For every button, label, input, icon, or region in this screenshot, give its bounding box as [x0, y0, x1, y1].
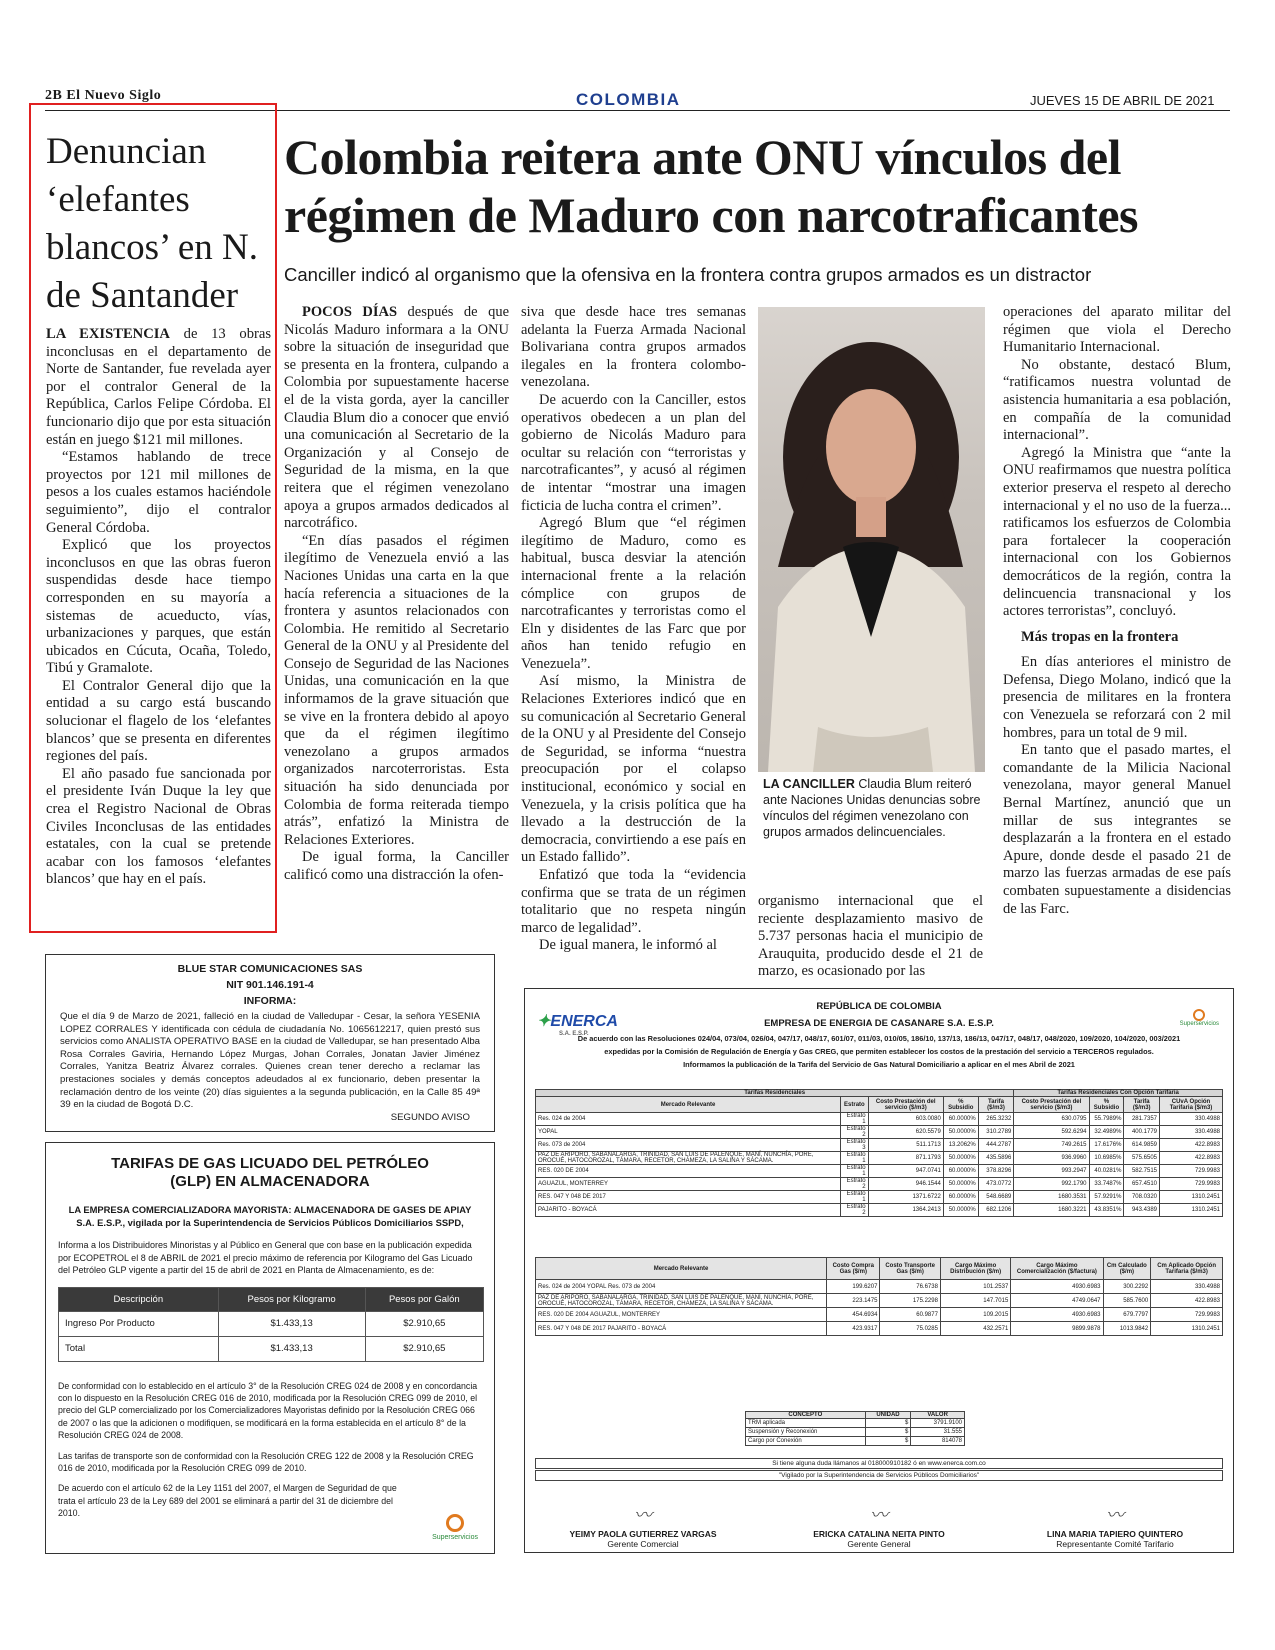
table-cell: 435.5896 — [978, 1152, 1014, 1165]
enerca-vigilado: "Vigilado por la Superintendencia de Servicios Públicos Domiciliarios" — [535, 1470, 1223, 1481]
table-cell: 50.0000% — [943, 1126, 978, 1139]
article-lead: POCOS DÍAS — [302, 304, 398, 320]
sidebar-paragraph-4: El Contralor General dijo que la entidad a su cargo está buscando solucionar el flagelo de los ‘elefantes blancos’ que se presenta en diferentes regiones del país. — [46, 677, 271, 765]
table-cell: 1013.9842 — [1103, 1322, 1151, 1336]
table-cell: AGUAZUL, MONTERREY — [536, 1178, 841, 1191]
enerca-contact: Si tiene alguna duda llámanos al 018000910182 ó en www.enerca.com.co — [535, 1458, 1223, 1469]
article-paragraph: Agregó Blum que “el régimen ilegítimo de Maduro, como es habitual, busca desviar la atención internacional frente a la relación cómplice con grupos de narcotraficantes y terroristas como el Eln y disidentes de las Farc que por años han tenido refugio en Venezuela”. — [521, 515, 746, 672]
table-cell: 454.6934 — [827, 1308, 880, 1322]
article-paragraph: En días anteriores el ministro de Defensa, Diego Molano, indicó que la presencia de militares en la frontera con Venezuela se reforzará con 2 mil hombres, para un total de 9 mil. — [1003, 654, 1231, 741]
residential-tariff-table — [535, 1089, 1223, 1217]
main-subheadline: Canciller indicó al organismo que la ofensiva en la frontera contra grupos armados es un distractor — [284, 264, 1092, 285]
sidebar-paragraph-1: LA EXISTENCIA de 13 obras inconclusas en el departamento de Norte de Santander, fue revelada ayer por el contralor General de la República, Carlos Felipe Córdoba. El funcionario dijo que por esta situación están en juego $121 mil millones. — [46, 326, 272, 448]
table-cell: Suspensión y Reconexión — [746, 1428, 866, 1437]
table-cell: $ — [865, 1428, 911, 1437]
table-cell: 936.9960 — [1014, 1152, 1089, 1165]
table-cell: 708.0320 — [1124, 1191, 1160, 1204]
table-cell: 57.9291% — [1089, 1191, 1124, 1204]
table-cell: 31.555 — [911, 1428, 965, 1437]
table-row — [536, 1126, 1223, 1139]
table-cell: 548.6689 — [978, 1191, 1014, 1204]
table-header-cell: CONCEPTO — [746, 1412, 866, 1419]
glp-table-header: Descripción Pesos por Kilogramo Pesos por Galón — [59, 1287, 484, 1311]
table-cell: 1680.3221 — [1014, 1204, 1089, 1217]
table-cell: 630.0795 — [1014, 1113, 1089, 1126]
table-cell: Estrato 3 — [841, 1139, 868, 1152]
table-cell: 330.4988 — [1151, 1280, 1223, 1294]
glp-intro: Informa a los Distribuidores Minoristas y al Público en General que con base en la publicación expedida por ECOPETROL el 8 de ABRIL de 2021 el precio máximo de referencia por Kilogramo del Gas Licuado del Petróleo GLP vigente a partir del 15 de abril de 2021 en Planta de Almacenamiento, es de: — [58, 1240, 473, 1275]
article-paragraph: No obstante, destacó Blum, “ratificamos nuestra voluntad de asistencia humanitaria a esa población, en compañía de la comunidad internacional”. — [1003, 356, 1231, 444]
table-row — [536, 1191, 1223, 1204]
cost-breakdown-table — [535, 1257, 1223, 1336]
glp-tariff-notice — [45, 1142, 495, 1554]
table-cell: 330.4988 — [1160, 1113, 1223, 1126]
table-group-header: Tarifas Residenciales Tarifas Residenciales Con Opción Tarifaria — [536, 1090, 1223, 1097]
table-cell: 1371.6722 — [868, 1191, 943, 1204]
table-cell: $ — [865, 1419, 911, 1428]
table-cell: 679.7797 — [1103, 1308, 1151, 1322]
glp-title: TARIFAS DE GAS LICUADO DEL PETRÓLEO (GLP) EN ALMACENADORA — [111, 1155, 429, 1190]
table-header-cell: % Subsidio — [1089, 1097, 1124, 1113]
article-paragraph: “En días pasados el régimen ilegítimo de Venezuela envió a las Naciones Unidas una carta en la que hacía referencia a situaciones de la frontera y asuntos relacionados con Colombia. He remitido al Secretario General de la ONU y al Presidente del Consejo de Seguridad de las Naciones Unidas, una comunicación en la que informamos de la grave situación que se vive en la frontera debido al apoyo que da el régimen ilegítimo venezolano a grupos armados organizados narcoterroristas. Esta situación ha sido denunciada por Colombia de forma reiterada tiempo atrás”, enfatizó la Ministra de Relaciones Exteriores. — [284, 532, 509, 848]
table-cell: 40.0281% — [1089, 1165, 1124, 1178]
table-cell: 444.2787 — [978, 1139, 1014, 1152]
table-cell: Cargo por Conexión — [746, 1437, 866, 1446]
table-cell: 4749.0647 — [1011, 1294, 1103, 1308]
table-cell: Res. 073 de 2004 — [536, 1139, 841, 1152]
table-cell: 55.7989% — [1089, 1113, 1124, 1126]
portrait-illustration — [758, 307, 985, 772]
table-row — [536, 1308, 1223, 1322]
table-header-cell: Tarifa ($/m3) — [1124, 1097, 1160, 1113]
table-cell: RES. 047 Y 048 DE 2017 PAJARITO - BOYACÁ — [536, 1322, 827, 1336]
table-cell: Estrato 2 — [841, 1126, 868, 1139]
table-cell: Res. 024 de 2004 — [536, 1113, 841, 1126]
table-cell: 109.2015 — [940, 1308, 1010, 1322]
table-cell: TRM aplicada — [746, 1419, 866, 1428]
table-cell: 147.7015 — [940, 1294, 1010, 1308]
table-cell: 473.0772 — [978, 1178, 1014, 1191]
article-column-2 — [521, 304, 746, 955]
table-header-cell: Costo Prestación del servicio ($/m3) — [1014, 1097, 1089, 1113]
canciller-photo — [758, 307, 985, 772]
table-cell: 657.4510 — [1124, 1178, 1160, 1191]
table-row: Ingreso Por Producto $1.433,13 $2.910,65 — [59, 1311, 484, 1336]
sidebar-paragraph-2: “Estamos hablando de trece proyectos por 121 mil millones de pesos a los cuales estamos haciéndole seguimiento”, dijo el contralor General Córdoba. — [46, 449, 271, 536]
superservicios-logo: Superservicios — [1180, 1009, 1219, 1027]
article-paragraph: De igual manera, le informó al — [539, 937, 717, 954]
table-cell: 422.8983 — [1160, 1139, 1223, 1152]
table-row: Total $1.433,13 $2.910,65 — [59, 1336, 484, 1361]
charges-table — [745, 1411, 965, 1446]
table-cell: 422.8983 — [1160, 1152, 1223, 1165]
section-name: COLOMBIA — [576, 90, 681, 109]
table-cell: Estrato 1 — [841, 1152, 868, 1165]
table-header-cell: Mercado Relevante — [536, 1258, 827, 1280]
enerca-informs: Informamos la publicación de la Tarifa del Servicio de Gas Natural Domiciliario a aplicar en el mes Abril de 2021 — [683, 1060, 1075, 1069]
table-cell: RES. 020 DE 2004 — [536, 1165, 841, 1178]
table-row — [536, 1322, 1223, 1336]
signature-scribble: 〰 — [870, 1505, 888, 1525]
table-cell: 729.9983 — [1160, 1165, 1223, 1178]
superservicios-icon — [446, 1514, 464, 1532]
superservicios-icon — [1193, 1009, 1205, 1021]
table-cell: 947.0741 — [868, 1165, 943, 1178]
table-row — [536, 1204, 1223, 1217]
table-cell: 3791.9100 — [911, 1419, 965, 1428]
table-row — [536, 1152, 1223, 1165]
table-cell: 603.0080 — [868, 1113, 943, 1126]
table-cell: 33.7487% — [1089, 1178, 1124, 1191]
table-cell: 50.0000% — [943, 1204, 978, 1217]
table-cell: Estrato 2 — [841, 1178, 868, 1191]
table-header-cell: Cargo Máximo Comercialización ($/factura) — [1011, 1258, 1103, 1280]
signature-scribble: 〰 — [1106, 1505, 1124, 1525]
legal-notice-blue-star — [45, 954, 495, 1132]
table-cell: 60.0000% — [943, 1113, 978, 1126]
article-paragraph: POCOS DÍAS después de que Nicolás Maduro informara a la ONU sobre la situación de inseguridad que se presenta en la frontera, culpando a Colombia por supuestamente hacerse el de la vista gorda, ayer la canciller Claudia Blum dio a conocer que envió una comunicación al Secretario de la Organización y al Consejo de Seguridad de la misma, en la que reitera que el régimen venezolano apoya a grupos armados dedicados al narcotráfico. — [284, 304, 510, 532]
table-cell: 729.9983 — [1160, 1178, 1223, 1191]
article-paragraph: De acuerdo con la Canciller, estos operativos obedecen a un plan del gobierno de Nicolás Maduro para ocultar su relación con “terroristas y narcotraficantes”, y acusó al régimen de intentar “mostrar una imagen ficticia de lucha contra el crimen”. — [521, 391, 746, 514]
table-cell: 422.8983 — [1151, 1294, 1223, 1308]
table-header-cell: % Subsidio — [943, 1097, 978, 1113]
table-cell: 76.6738 — [880, 1280, 941, 1294]
table-header — [746, 1412, 965, 1419]
notice-heading: INFORMA: — [243, 995, 297, 1007]
table-header-cell: VALOR — [911, 1412, 965, 1419]
table-header-cell: Costo Prestación del servicio ($/m3) — [868, 1097, 943, 1113]
article-paragraph: Así mismo, la Ministra de Relaciones Exteriores indicó que en su comunicación al Secretario General de la ONU y al Presidente del Consejo de Seguridad, se informa “nuestra preocupación por el colapso institucional, económico y social en Venezuela, y la crisis política que ha llevado a la destrucción de la democracia, convirtiendo a ese país en un Estado fallido”. — [521, 673, 746, 866]
glp-company: LA EMPRESA COMERCIALIZADORA MAYORISTA: ALMACENADORA DE GASES DE APIAY S.A. E.S.P., vigilada por la Superintendencia de Servicios Públicos Domiciliarios SSPD, — [68, 1204, 472, 1228]
article-paragraph: Agregó la Ministra que “ante la ONU reafirmamos que nuestra política exterior preserva el respeto al derecho internacional y el no uso de la fuerza... ratificamos los esfuerzos de Colombia para fortalecer la cooperación internacional con los Gobiernos democráticos de la región, contra la delincuencia transnacional y los actores terroristas”, concluyó. — [1003, 444, 1231, 620]
table-row — [746, 1428, 965, 1437]
table-cell: 310.2789 — [978, 1126, 1014, 1139]
table-cell: 946.1544 — [868, 1178, 943, 1191]
table-cell: 13.2062% — [943, 1139, 978, 1152]
table-cell: 265.3232 — [978, 1113, 1014, 1126]
article-paragraph: Enfatizó que toda la “evidencia confirma que se trata de un régimen totalitario que no respeta ningún marco de legalidad”. — [521, 867, 746, 936]
table-cell: 17.6176% — [1089, 1139, 1124, 1152]
table-row — [536, 1165, 1223, 1178]
table-cell: 199.6207 — [827, 1280, 880, 1294]
caption-lead: LA CANCILLER — [763, 777, 855, 791]
table-cell: 4930.6983 — [1011, 1280, 1103, 1294]
table-row — [536, 1280, 1223, 1294]
table-cell: 10.6985% — [1089, 1152, 1124, 1165]
table-cell: 871.1793 — [868, 1152, 943, 1165]
enerca-logo: ✦ENERCA S.A. E.S.P. — [537, 1013, 618, 1037]
table-cell: Res. 024 de 2004 YOPAL Res. 073 de 2004 — [536, 1280, 827, 1294]
enerca-resolutions-2: expedidas por la Comisión de Regulación de Energía y Gas CREG, que permiten establecer los costos de la prestación del servicio a TERCEROS regulados. — [604, 1047, 1154, 1056]
table-cell: 175.2298 — [880, 1294, 941, 1308]
article-paragraph: siva que desde hace tres semanas adelanta la Fuerza Armada Nacional Bolivariana contra grupos armados ilegales en la frontera colombo-venezolana. — [521, 304, 746, 391]
notice-body: Que el día 9 de Marzo de 2021, falleció en la ciudad de Valledupar - Cesar, la señora YESENIA LOPEZ CORRALES Y identificada con cédula de ciudadanía No. 1065612217, quien prestó sus servicios como ANALISTA OPERATIVO BASE en la ciudad de Valledupar, se han presentado Alba Rosa Corrales Gaviria, Hernando López Murgas, Johan Corrales, Jonatan Javier Jiménez Corrales, Yanitza Beatriz Álvarez corrales. Quienes crean tener derecho a reclamar las prestaciones sociales y demás conceptos adeudados al ex funcionario, deben presentar la reclamación dentro de los veinte (20) días siguientes a la segunda publicación, en la Calle 85 49ª 39 en la ciudad de Bogotá D.C. — [60, 1011, 480, 1111]
table-cell: 1364.2413 — [868, 1204, 943, 1217]
table-cell: RES. 047 Y 048 DE 2017 — [536, 1191, 841, 1204]
signature-block: 〰 YEIMY PAOLA GUTIERREZ VARGAS Gerente Comercial — [543, 1501, 743, 1549]
table-cell: 300.2292 — [1103, 1280, 1151, 1294]
table-cell: 60.9877 — [880, 1308, 941, 1322]
table-cell: 4930.6983 — [1011, 1308, 1103, 1322]
table-cell: Estrato 1 — [841, 1113, 868, 1126]
table-cell: 281.7357 — [1124, 1113, 1160, 1126]
notice-nit: NIT 901.146.191-4 — [226, 979, 314, 991]
enerca-country: REPÚBLICA DE COLOMBIA — [816, 1001, 942, 1012]
table-header — [536, 1097, 1223, 1113]
table-row — [536, 1294, 1223, 1308]
table-row — [536, 1178, 1223, 1191]
table-header-cell: UNIDAD — [865, 1412, 911, 1419]
table-cell: 749.2615 — [1014, 1139, 1089, 1152]
table-cell: 432.2571 — [940, 1322, 1010, 1336]
page-number-paper-name: 2B El Nuevo Siglo — [45, 88, 162, 103]
caption-text: reiteró ante Naciones Unidas denuncias sobre vínculos del régimen venezolano con grupos armados delincuenciales. — [763, 777, 981, 839]
table-cell: YOPAL — [536, 1126, 841, 1139]
article-column-3 — [758, 893, 983, 981]
main-headline: Colombia reitera ante ONU vínculos del régimen de Maduro con narcotraficantes — [284, 129, 1138, 243]
sidebar-body — [46, 326, 271, 889]
table-cell: 50.0000% — [943, 1178, 978, 1191]
glp-note-3: De acuerdo con el artículo 62 de la Ley 1151 del 2007, el Margen de Seguridad de que trata el artículo 23 de la Ley 689 del 2001 se eliminará a partir del 31 de diciembre del 2010. — [58, 1483, 397, 1519]
article-paragraph: En tanto que el pasado martes, el comandante de la Milicia Nacional venezolana, mayor general Manuel Bernal Martínez, anunció que un millar de sus integrantes se desplazarán a la frontera en el estado Apure, donde desde el pasado 21 de marzo las fuerzas armadas de ese país combaten supuestamente a disidencias de las Farc. — [1003, 742, 1231, 917]
table-row — [536, 1113, 1223, 1126]
table-header-cell: Cm Calculado ($/m) — [1103, 1258, 1151, 1280]
table-header — [536, 1258, 1223, 1280]
table-cell: 943.4389 — [1124, 1204, 1160, 1217]
table-cell: 223.1475 — [827, 1294, 880, 1308]
table-cell: 575.6505 — [1124, 1152, 1160, 1165]
table-cell: 614.9859 — [1124, 1139, 1160, 1152]
notice-company: BLUE STAR COMUNICACIONES SAS — [177, 963, 363, 975]
table-cell: 511.1713 — [868, 1139, 943, 1152]
table-cell: 585.7600 — [1103, 1294, 1151, 1308]
table-cell: 582.7515 — [1124, 1165, 1160, 1178]
table-header-cell: Tarifa ($/m3) — [978, 1097, 1014, 1113]
table-cell: 814078 — [911, 1437, 965, 1446]
enerca-company: EMPRESA DE ENERGIA DE CASANARE S.A. E.S.P. — [764, 1018, 994, 1029]
enerca-resolutions: De acuerdo con las Resoluciones 024/04, 073/04, 026/04, 047/17, 048/17, 601/07, 011/03, 010/05, 186/10, 137/13, 186/13, 047/17, 048/17, 048/2020, 109/2020, 104/2020, 003/2021 — [577, 1034, 1181, 1043]
signature-block: 〰 ERICKA CATALINA NEITA PINTO Gerente General — [779, 1501, 979, 1549]
sidebar-headline: Denuncian ‘elefantes blancos’ en N. de Santander — [46, 131, 258, 316]
glp-note-1: De conformidad con lo establecido en el artículo 3° de la Resolución CREG 024 de 2008 y en concordancia con lo dispuesto en la Resolución CREG 016 de 2010, modificada por la Resolución CREG 099 de 2010, el precio del GLP comercializado por los Comercializadores Mayoristas definido por la Resolución CREG 066 de 2007 o las que la adicionen o modifiquen, se modificará en la forma establecida en el artículo 8° de la Resolución CREG 024 de 2008. — [58, 1380, 478, 1441]
table-row — [746, 1419, 965, 1428]
table-cell: 423.9317 — [827, 1322, 880, 1336]
table-cell: 101.2537 — [940, 1280, 1010, 1294]
table-header-cell: CUvA Opción Tarifaria ($/m3) — [1160, 1097, 1223, 1113]
table-cell: 682.1206 — [978, 1204, 1014, 1217]
enerca-logo-icon: ✦ — [537, 1013, 551, 1030]
sidebar-lead: LA EXISTENCIA — [46, 326, 170, 342]
table-cell: 993.2947 — [1014, 1165, 1089, 1178]
table-cell: 992.1790 — [1014, 1178, 1089, 1191]
table-cell: 75.0285 — [880, 1322, 941, 1336]
table-cell: $ — [865, 1437, 911, 1446]
table-header-cell: Mercado Relevante — [536, 1097, 841, 1113]
article-column-4 — [1003, 304, 1231, 918]
table-cell: 729.9983 — [1151, 1308, 1223, 1322]
table-cell: Estrato 1 — [841, 1191, 868, 1204]
table-cell: 400.1779 — [1124, 1126, 1160, 1139]
superservicios-logo: Superservicios — [432, 1514, 478, 1541]
signature-block: 〰 LINA MARIA TAPIERO QUINTERO Representante Comité Tarifario — [1015, 1501, 1215, 1549]
table-cell: 1310.2451 — [1160, 1204, 1223, 1217]
table-header-cell: Costo Transporte Gas ($/m) — [880, 1258, 941, 1280]
table-header-cell: Costo Compra Gas ($/m) — [827, 1258, 880, 1280]
table-header-cell: Cm Aplicado Opción Tarifaria ($/m3) — [1151, 1258, 1223, 1280]
table-cell: 50.0000% — [943, 1152, 978, 1165]
article-paragraph: De igual forma, la Canciller calificó como una distracción la ofen- — [284, 849, 509, 883]
table-cell: 378.8296 — [978, 1165, 1014, 1178]
table-header-cell: Cargo Máximo Distribución ($/m) — [940, 1258, 1010, 1280]
table-cell: 620.5579 — [868, 1126, 943, 1139]
table-cell: 43.8351% — [1089, 1204, 1124, 1217]
glp-price-table — [58, 1287, 484, 1362]
photo-caption — [763, 776, 985, 840]
table-row — [536, 1139, 1223, 1152]
table-cell: 330.4988 — [1160, 1126, 1223, 1139]
table-cell: Estrato 2 — [841, 1204, 868, 1217]
article-paragraph: operaciones del aparato militar del régimen que viola el Derecho Humanitario Internacional. — [1003, 304, 1231, 356]
glp-note-2: Las tarifas de transporte son de conformidad con la Resolución CREG 122 de 2008 y la Resolución CREG 016 de 2010, modificada por la Resolución CREG 099 de 2010. — [58, 1450, 474, 1473]
table-cell: PAZ DE ARIPORO, SABANALARGA, TRINIDAD, SAN LUIS DE PALENQUE, MANÍ, NUNCHÍA, PORE, OROCUÉ, HATOCOROZAL, TÁMARA, RECETOR, CHÁMEZA, LA SALINA Y SÁCAMA. — [536, 1152, 841, 1165]
article-subheading: Más tropas en la frontera — [1021, 628, 1179, 645]
signatures — [525, 1501, 1233, 1549]
table-cell: PAZ DE ARIPORO, SABANALARGA, TRINIDAD, SAN LUIS DE PALENQUE, MANÍ, NUNCHÍA, PORE, OROCUÉ, HATOCOROZAL, TÁMARA, RECETOR, CHÁMEZA, LA SALINA Y SÁCAMA. — [536, 1294, 827, 1308]
article-column-1 — [284, 304, 509, 885]
table-cell: 1680.3531 — [1014, 1191, 1089, 1204]
enerca-tariff-notice — [524, 988, 1234, 1553]
sidebar-paragraph-3: Explicó que los proyectos inconclusos en que las obras fueron suspendidas desde hace tiempo corresponden en su mayoría a sistemas de acueducto, vías, urbanizaciones y parques, que están ubicados en Cúcuta, Ocaña, Toledo, Tibú y Gramalote. — [46, 537, 271, 677]
article-paragraph: organismo internacional que el reciente desplazamiento masivo de 5.737 personas hacia el municipio de Arauquita, producido desde el 21 de marzo, es ocasionado por las — [758, 893, 983, 980]
table-cell: 9899.9878 — [1011, 1322, 1103, 1336]
table-cell: 60.0000% — [943, 1191, 978, 1204]
caption-name: Claudia Blum — [858, 777, 933, 791]
table-cell: 60.0000% — [943, 1165, 978, 1178]
issue-date: JUEVES 15 DE ABRIL DE 2021 — [1030, 93, 1215, 108]
notice-footer: SEGUNDO AVISO — [390, 1112, 470, 1123]
table-cell: 1310.2451 — [1160, 1191, 1223, 1204]
sidebar-paragraph-5: El año pasado fue sancionada por el presidente Iván Duque la ley que crea el Registro Nacional de Obras Civiles Inconclusas de las entidades estatales, con la cual se pretende acabar con los famosos ‘elefantes blancos’ que hay en el país. — [46, 765, 271, 888]
table-cell: Estrato 1 — [841, 1165, 868, 1178]
table-header-cell: Estrato — [841, 1097, 868, 1113]
table-cell: RES. 020 DE 2004 AGUAZUL, MONTERREY — [536, 1308, 827, 1322]
table-cell: 592.6294 — [1014, 1126, 1089, 1139]
signature-scribble: 〰 — [634, 1505, 652, 1525]
table-cell: PAJARITO - BOYACÁ — [536, 1204, 841, 1217]
table-cell: 32.4989% — [1089, 1126, 1124, 1139]
table-row — [746, 1437, 965, 1446]
table-cell: 1310.2451 — [1151, 1322, 1223, 1336]
